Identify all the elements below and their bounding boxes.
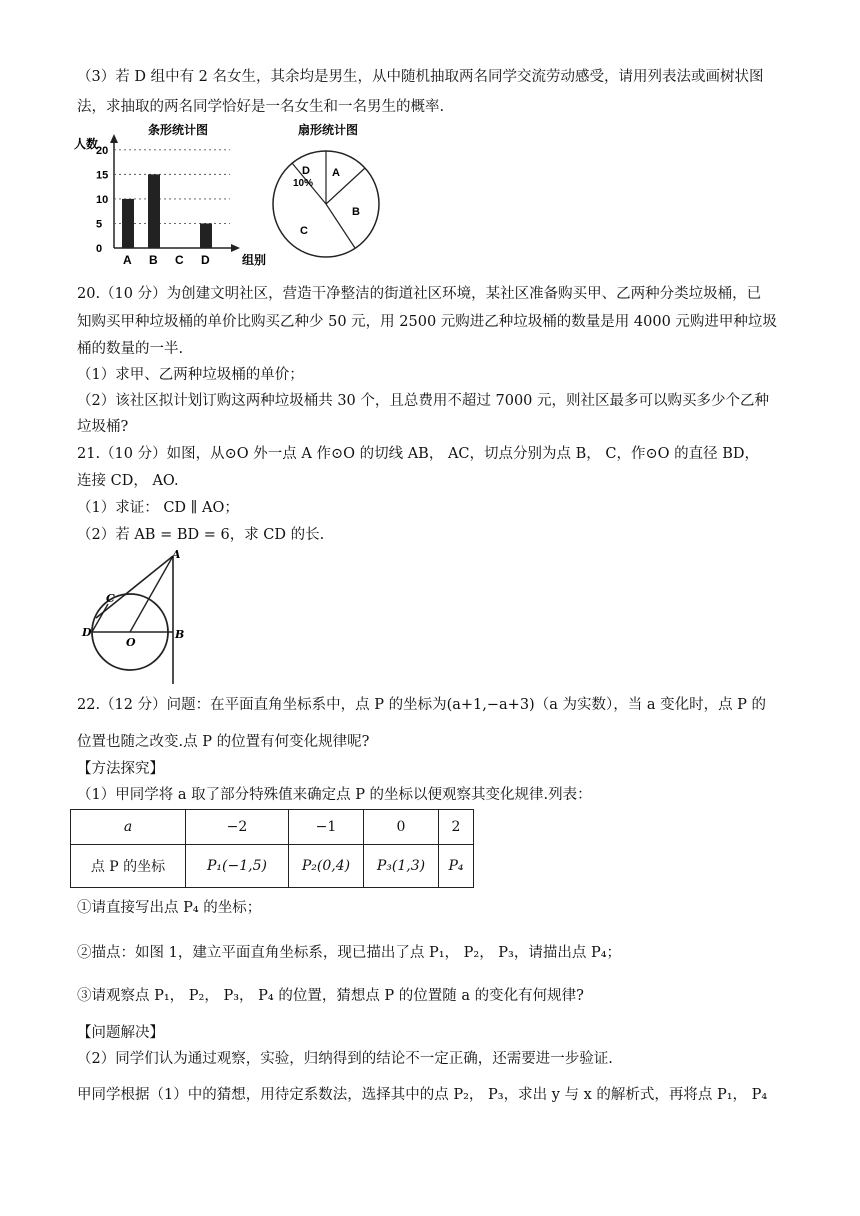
pie-chart-title: 扇形统计图 [298,123,359,137]
q22-section-solve: 【问题解决】 [77,1025,164,1041]
q20-part1: （1）求甲、乙两种垃圾桶的单价； [77,367,304,383]
q21-part2: （2）若 AB = BD = 6，求 CD 的长. [77,527,325,543]
pie-label-a: A [332,167,340,179]
table-row-points [71,845,474,888]
q19-figures [70,118,390,266]
bar-y-tick-label: 0 [96,243,103,255]
table-point: P₂(0,4) [289,845,364,888]
table-a-value: −2 [186,810,289,845]
bar-category-label: A [123,253,132,266]
q21-part1: （1）求证： CD ∥ AO； [77,500,239,516]
label-c: C [106,592,115,605]
q20-line3: 桶的数量的一半. [77,341,184,357]
q22-part1: （1）甲同学将 a 取了部分特殊值来确定点 P 的坐标以便观察其变化规律.列表： [77,787,592,803]
tangent-ac-line [96,556,173,618]
bar-category-label: B [149,253,158,266]
bar-a [122,199,134,248]
table-row-a [71,810,474,845]
q21-line2: 连接 CD， AO. [77,473,179,489]
pie-divider-b-c [326,204,355,248]
bar-y-tick-label: 5 [96,218,103,231]
q22-part2: （2）同学们认为通过观察，实验，归纳得到的结论不一定正确，还需要进一步验证. [77,1051,613,1067]
pie-label-c: C [300,225,308,237]
label-d: D [82,626,92,639]
bar-y-tick-label: 15 [96,169,109,182]
q19-part3-line1: （3）若 D 组中有 2 名女生，其余均是男生，从中随机抽取两名同学交流劳动感受，请用列表法或画树状图 [77,69,764,85]
bar-chart-title: 条形统计图 [148,123,209,137]
bar-chart [74,122,266,266]
q22-item2: ②描点：如图 1，建立平面直角坐标系，现已描出了点 P₁， P₂， P₃，请描出点 P₄； [77,945,622,961]
q20-line1: 20.（10 分）为创建文明社区，营造干净整洁的街道社区环境，某社区准备购买甲、乙两种分类垃圾桶，已 [77,286,762,302]
bar-category-label: D [201,253,210,266]
table-point: P₃(1,3) [364,845,439,888]
table-row-label: 点 P 的坐标 [71,845,186,888]
q22-table [70,809,474,888]
q22-line2: 位置也随之改变.点 P 的位置有何变化规律呢? [77,734,370,750]
q20-line2: 知购买甲种垃圾桶的单价比购买乙种少 50 元，用 2500 元购进乙种垃圾桶的数量是用 4000 元购进甲种垃圾 [77,314,777,330]
bar-chart-xlabel: 组别 [242,253,267,266]
q21-line1: 21.（10 分）如图，从⊙O 外一点 A 作⊙O 的切线 AB， AC，切点分别为点 B， C，作⊙O 的直径 BD， [77,446,760,462]
bar-b [148,174,160,248]
q22-line1: 22.（12 分）问题：在平面直角坐标系中，点 P 的坐标为(a+1,−a+3)（a 为实数），当 a 变化时，点 P 的 [77,697,767,713]
table-point: P₄ [439,845,474,888]
pie-label-b: B [352,206,360,218]
table-header-a: a [71,810,186,845]
q22-section-method: 【方法探究】 [77,761,164,777]
table-a-value: 0 [364,810,439,845]
bar-y-axis-arrow [110,134,118,143]
bar-chart-ylabel: 人数 [74,137,99,151]
table-a-value: 2 [439,810,474,845]
q21-circle-tangent-figure [78,546,198,686]
q22-item1: ①请直接写出点 P₄ 的坐标； [77,900,262,916]
table-a-value: −1 [289,810,364,845]
bar-y-tick-label: 20 [96,144,109,157]
q20-part2-line2: 垃圾桶? [77,419,129,435]
label-o: O [126,636,136,649]
bar-y-tick-label: 10 [96,193,109,206]
q22-last-line: 甲同学根据（1）中的猜想，用待定系数法，选择其中的点 P₂， P₃，求出 y 与 x 的解析式，再将点 P₁， P₄ [77,1087,768,1103]
label-a: A [172,548,181,561]
bar-x-axis-arrow [231,244,240,252]
q19-part3-line2: 法，求抽取的两名同学恰好是一名女生和一名男生的概率. [77,99,445,115]
q22-item3: ③请观察点 P₁， P₂， P₃， P₄ 的位置，猜想点 P 的位置随 a 的变化有何规律? [77,988,584,1004]
pie-label-d-pct: 10% [293,178,314,189]
q20-part2-line1: （2）该社区拟计划订购这两种垃圾桶共 30 个，且总费用不超过 7000 元，则社区最多可以购买多少个乙种 [77,393,770,409]
pie-chart [273,122,379,257]
table-point: P₁(−1,5) [186,845,289,888]
pie-label-d: D [302,165,310,177]
label-b: B [175,628,185,641]
bar-d [200,223,212,248]
bar-category-label: C [175,253,184,266]
